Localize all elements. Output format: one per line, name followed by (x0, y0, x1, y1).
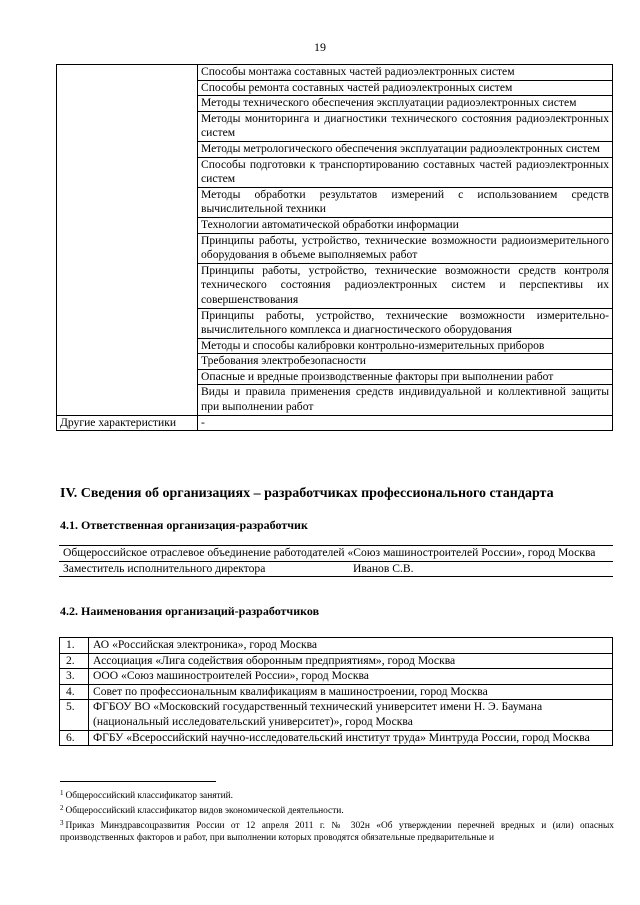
developers-heading: 4.2. Наименования организаций-разработчиков (60, 604, 320, 618)
knowledge-item: Технологии автоматической обработки информации (198, 217, 613, 233)
knowledge-item: Методы и способы калибровки контрольно-измерительных приборов (198, 338, 613, 354)
table-row (57, 65, 613, 81)
table-row (60, 638, 613, 654)
footnote (60, 817, 614, 844)
footnote-divider (60, 781, 216, 782)
other-characteristics-label: Другие характеристики (57, 415, 198, 431)
knowledge-item: Методы мониторинга и диагностики технического состояния радиоэлектронных систем (198, 111, 613, 141)
table-row (60, 700, 613, 730)
knowledge-item: Принципы работы, устройство, технические возможности радиоизмерительного оборудования в объеме выполняемых работ (198, 233, 613, 263)
footnote (60, 787, 614, 802)
footnotes (60, 787, 614, 844)
table-row (60, 730, 613, 746)
developer-number: 2. (60, 653, 89, 669)
developer-name: ООО «Союз машиностроителей России», город Москва (89, 669, 613, 685)
developer-number: 5. (60, 700, 89, 730)
section-iv-heading: IV. Сведения об организациях – разработчиках профессионального стандарта (60, 486, 554, 501)
footnote-mark: 1 (60, 789, 64, 797)
developer-name: ФГБОУ ВО «Московский государственный технический университет имени Н. Э. Баумана (национальный исследовательский университет)», город Москва (89, 700, 613, 730)
developer-number: 4. (60, 684, 89, 700)
table-row (57, 415, 613, 431)
knowledge-item: Способы монтажа составных частей радиоэлектронных систем (198, 65, 613, 81)
knowledge-item: Способы подготовки к транспортированию составных частей радиоэлектронных систем (198, 157, 613, 187)
developer-number: 1. (60, 638, 89, 654)
footnote-mark: 3 (60, 819, 64, 827)
responsible-organization: Общероссийское отраслевое объединение работодателей «Союз машиностроителей России», город Москва (59, 546, 613, 562)
knowledge-item: Методы метрологического обеспечения эксплуатации радиоэлектронных систем (198, 141, 613, 157)
knowledge-item: Принципы работы, устройство, технические возможности средств контроля технического состояния радиоэлектронных систем и перспективы их совершенствования (198, 263, 613, 308)
knowledge-item: Методы обработки результатов измерений с использованием средств вычислительной техники (198, 187, 613, 217)
developer-number: 6. (60, 730, 89, 746)
knowledge-item: Требования электробезопасности (198, 354, 613, 370)
table-row (60, 653, 613, 669)
developers-table (59, 637, 613, 746)
footnote-text: Приказ Минздравсоцразвития России от 12 апреля 2011 г. № 302н «Об утверждении перечней вредных и (или) опасных производственных факторов и работ, при выполнении которых проводятся обязательные предварительные и (60, 821, 614, 843)
knowledge-item: Методы технического обеспечения эксплуатации радиоэлектронных систем (198, 96, 613, 112)
knowledge-item: Принципы работы, устройство, технические возможности измерительно-вычислительного комплекса и диагностического оборудования (198, 308, 613, 338)
developer-name: Ассоциация «Лига содействия оборонным предприятиям», город Москва (89, 653, 613, 669)
empty-label-cell (57, 65, 198, 416)
developer-name: ФГБУ «Всероссийский научно-исследовательский институт труда» Минтруда России, город Москва (89, 730, 613, 746)
developer-number: 3. (60, 669, 89, 685)
knowledge-item: Опасные и вредные производственные факторы при выполнении работ (198, 369, 613, 385)
page-number: 19 (314, 40, 326, 54)
developer-name: АО «Российская электроника», город Москва (89, 638, 613, 654)
developer-name: Совет по профессиональным квалификациям в машиностроении, город Москва (89, 684, 613, 700)
footnote (60, 802, 614, 817)
table-row (60, 684, 613, 700)
knowledge-table (56, 64, 613, 431)
responsible-name: Иванов С.В. (353, 561, 414, 575)
footnote-mark: 2 (60, 804, 64, 812)
table-row (60, 669, 613, 685)
responsible-signatory (59, 561, 613, 577)
responsible-heading: 4.1. Ответственная организация-разработчик (60, 518, 308, 532)
table-row (59, 561, 613, 577)
responsible-position: Заместитель исполнительного директора (63, 561, 266, 575)
knowledge-item: Способы ремонта составных частей радиоэлектронных систем (198, 80, 613, 96)
other-characteristics-value: - (198, 415, 613, 431)
responsible-table (59, 545, 613, 577)
footnote-text: Общероссийский классификатор занятий. (65, 791, 233, 801)
knowledge-item: Виды и правила применения средств индивидуальной и коллективной защиты при выполнении работ (198, 385, 613, 415)
table-row (59, 546, 613, 562)
footnote-text: Общероссийский классификатор видов экономической деятельности. (65, 806, 344, 816)
